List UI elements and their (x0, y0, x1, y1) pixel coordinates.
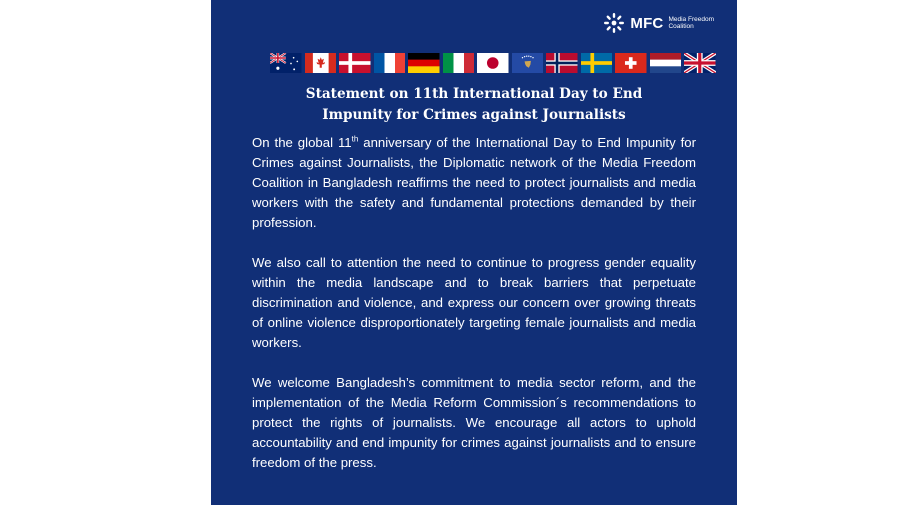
paragraph-2: We also call to attention the need to continue to progress gender equality within the media landscape and to break barriers that perpetuate discrimination and violence, and express our concern over growing threats of online violence disproportionately targeting female journalists and media workers. (252, 255, 696, 350)
logo-mfc-text: MFC (630, 14, 664, 32)
paragraph-1-start: On the global 11 (252, 135, 352, 150)
paragraph-3: We welcome Bangladesh’s commitment to media sector reform, and the implementation of the Media Reform Commission´s recommendations to protect the rights of journalists. We encourage all actors to uphold accountability and end impunity for crimes against journalists and to ensure freedom of the press. (252, 375, 696, 470)
japan-flag-icon (477, 53, 509, 73)
heading-line-1: Statement on 11th International Day to End (305, 86, 643, 102)
italy-flag-icon (443, 53, 475, 73)
logo-subtitle-line2: Coalition (668, 23, 694, 30)
statement-body (252, 133, 696, 493)
ordinal-suffix: th (351, 134, 359, 144)
canada-flag-icon (305, 53, 337, 73)
paragraph-1-rest: anniversary of the International Day to End Impunity for Crimes against Journalists, the Diplomatic network of the Media Freedom Coalition in Bangladesh reaffirms the need to protect journalists and media workers with the safety and fundamental protections demanded by their profession. (252, 135, 696, 230)
paragraph-1 (252, 133, 696, 233)
denmark-flag-icon (339, 53, 371, 73)
mfc-star-icon (603, 12, 625, 34)
france-flag-icon (374, 53, 406, 73)
kosovo-flag-icon (512, 53, 544, 73)
germany-flag-icon (408, 53, 440, 73)
logo-subtitle (668, 16, 714, 31)
australia-flag-icon (270, 53, 302, 73)
logo-subtitle-line1: Media Freedom (668, 15, 714, 23)
sweden-flag-icon (581, 53, 613, 73)
netherlands-flag-icon (650, 53, 682, 73)
switzerland-flag-icon (615, 53, 647, 73)
statement-heading (211, 84, 737, 126)
mfc-logo (603, 12, 714, 34)
uk-flag-icon (684, 53, 716, 73)
statement-card (211, 0, 737, 505)
flag-row (270, 53, 716, 73)
norway-flag-icon (546, 53, 578, 73)
heading-line-2: Impunity for Crimes against Journalists (322, 107, 626, 123)
